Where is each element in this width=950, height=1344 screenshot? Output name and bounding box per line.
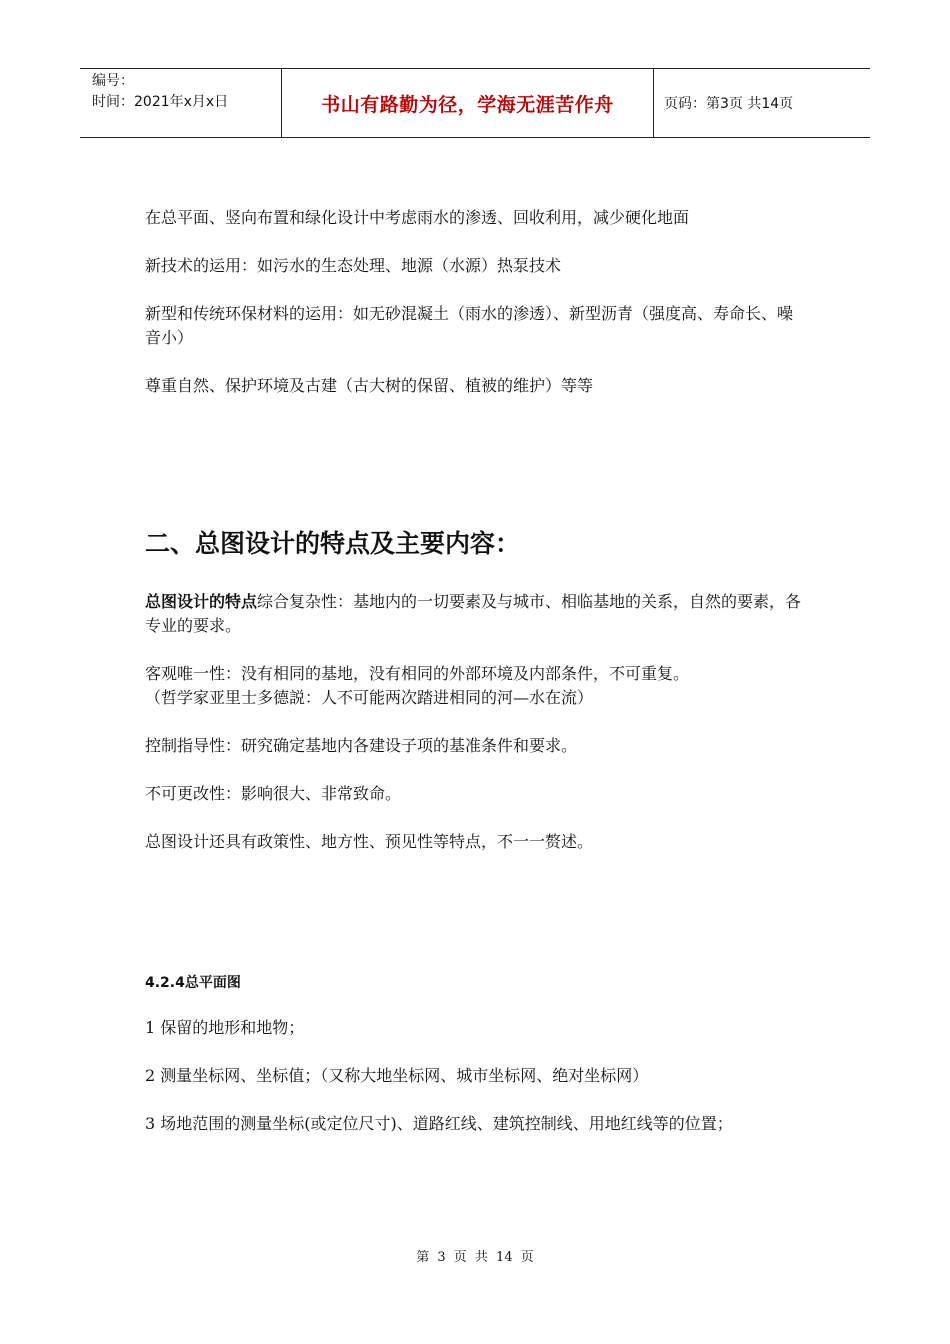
feature-lead: 总图设计的特点 [145,592,258,611]
page-indicator: 页码：第3页 共14页 [664,96,794,112]
header-motto: 书山有路勤为径，学海无涯苦作舟 [321,93,614,116]
paragraph: 尊重自然、保护环境及古建（古大树的保留、植被的维护）等等 [145,376,594,395]
section-title: 二、总图设计的特点及主要内容： [145,529,521,558]
list-item: 2 测量坐标网、坐标值；（又称大地坐标网、城市坐标网、绝对坐标网） [145,1066,649,1085]
document-number: 编号： [92,73,134,89]
header-motto-cell [282,69,654,137]
page-header [80,68,870,138]
paragraph: 在总平面、竖向布置和绿化设计中考虑雨水的渗透、回收利用，减少硬化地面 [145,208,690,227]
feature-others: 总图设计还具有政策性、地方性、预见性等特点，不一一赘述。 [145,832,594,851]
feature-objective-line: 客观唯一性：没有相同的基地，没有相同的外部环境及内部条件，不可重复。 [145,664,690,683]
feature-lead-text: 综合复杂性：基地内的一切要素及与城市、相临基地的关系，自然的要素，各专业的要求。 [145,592,802,635]
header-page-info [654,69,870,137]
feature-control: 控制指导性：研究确定基地内各建设子项的基准条件和要求。 [145,736,578,755]
page-footer: 第 3 页 共 14 页 [416,1250,534,1265]
feature-objective [145,662,805,710]
list-item: 1 保留的地形和地物； [145,1018,305,1037]
subsection-title: 4.2.4总平面图 [145,975,241,991]
feature-objective-note: （哲学家亚里士多德説：人不可能两次踏进相同的河—水在流） [145,688,594,707]
paragraph: 新技术的运用：如污水的生态处理、地源（水源）热泵技术 [145,256,562,275]
document-time: 时间：2021年x月x日 [92,94,229,110]
list-item: 3 场地范围的测量坐标(或定位尺寸)、道路红线、建筑控制线、用地红线等的位置； [145,1114,733,1133]
feature-unchangeable: 不可更改性：影响很大、非常致命。 [145,784,402,803]
feature-paragraph [145,590,805,638]
paragraph: 新型和传统环保材料的运用：如无砂混凝土（雨水的渗透）、新型沥青（强度高、寿命长、噪音小） [145,304,794,347]
header-meta [80,69,282,137]
